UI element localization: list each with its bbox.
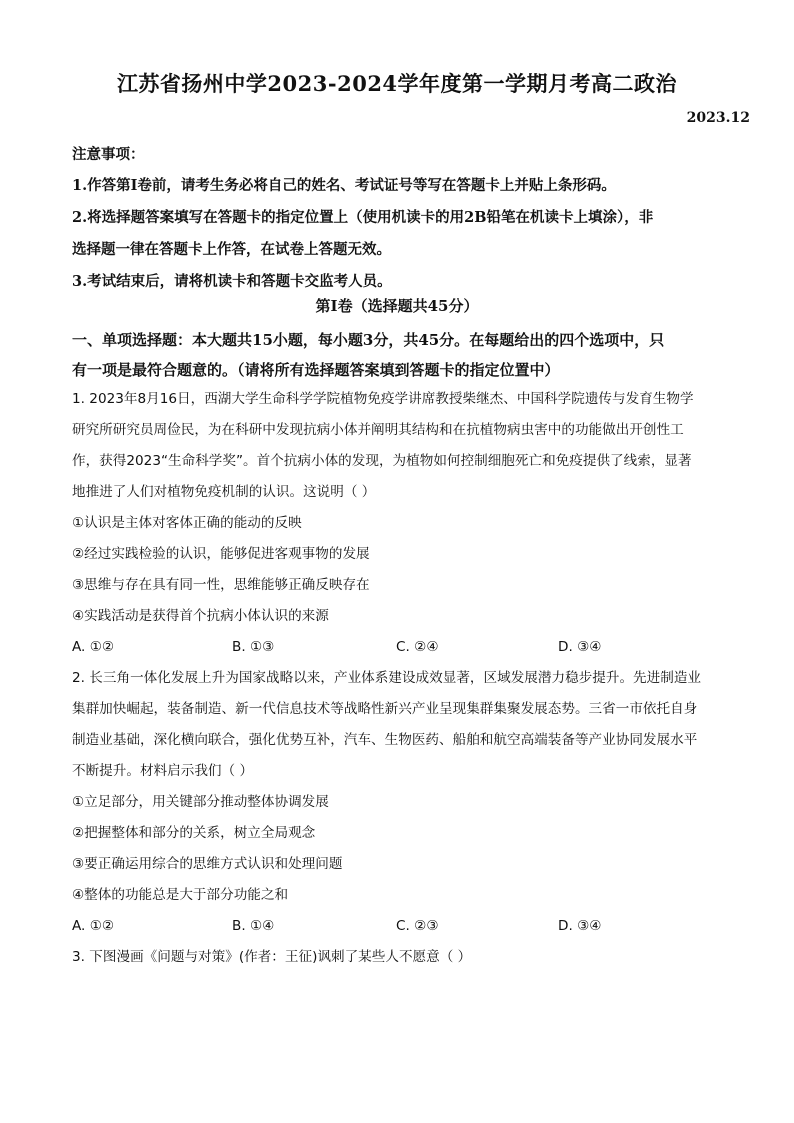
option-d[interactable]: D. ③④ [558,639,602,655]
exam-date: 2023.12 [686,110,750,126]
option-b[interactable]: B. ①④ [232,918,275,934]
question-text: 研究所研究员周俭民，为在科研中发现抗病小体并阐明其结构和在抗植物病虫害中的功能做出开创性工 [72,422,684,438]
statement-item: ③思维与存在具有同一性，思维能够正确反映存在 [72,577,370,593]
question-1 [72,384,732,663]
question-text: 集群加快崛起，装备制造、新一代信息技术等战略性新兴产业呈现集群集聚发展态势。三省一市依托自身 [72,701,698,717]
question-text: 不断提升。材料启示我们（ ） [72,763,254,779]
section-heading-line: 一、单项选择题：本大题共15小题，每小题3分，共45分。在每题给出的四个选项中，只 [72,331,665,349]
answer-options [72,632,732,663]
notice-line: 2.将选择题答案填写在答题卡的指定位置上（使用机读卡的用2B铅笔在机读卡上填涂），非 [72,209,654,226]
statement-item: ④整体的功能总是大于部分功能之和 [72,887,289,903]
option-a[interactable]: A. ①② [72,918,115,934]
statement-item: ②把握整体和部分的关系，树立全局观念 [72,825,316,841]
question-2 [72,663,732,942]
option-c[interactable]: C. ②④ [396,639,439,655]
question-3 [72,942,732,973]
notice-line: 1.作答第Ⅰ卷前，请考生务必将自己的姓名、考试证号等写在答题卡上并贴上条形码。 [72,177,616,194]
notice-line: 选择题一律在答题卡上作答，在试卷上答题无效。 [72,241,391,258]
volume-heading: 第Ⅰ卷（选择题共45分） [315,297,479,315]
question-text: 作，获得2023“生命科学奖”。首个抗病小体的发现，为植物如何控制细胞死亡和免疫提供了线索，显著 [72,453,692,469]
section-heading [72,325,732,385]
section-heading-line: 有一项是最符合题意的。（请将所有选择题答案填到答题卡的指定位置中） [72,361,560,379]
statement-item: ④实践活动是获得首个抗病小体认识的来源 [72,608,329,624]
statement-item: ②经过实践检验的认识，能够促进客观事物的发展 [72,546,370,562]
statement-item: ①认识是主体对客体正确的能动的反映 [72,515,302,531]
question-text: 3. 下图漫画《问题与对策》(作者：王征)讽刺了某些人不愿意（ ） [72,949,472,965]
statement-item: ③要正确运用综合的思维方式认识和处理问题 [72,856,343,872]
statement-item: ①立足部分，用关键部分推动整体协调发展 [72,794,329,810]
notice-block [72,140,732,298]
exam-title: 江苏省扬州中学2023-2024学年度第一学期月考高二政治 [116,71,678,96]
notice-line: 3.考试结束后，请将机读卡和答题卡交监考人员。 [72,273,392,290]
option-d[interactable]: D. ③④ [558,918,602,934]
option-c[interactable]: C. ②③ [396,918,439,934]
question-text: 地推进了人们对植物免疫机制的认识。这说明（ ） [72,484,376,500]
question-text: 制造业基础，深化横向联合，强化优势互补，汽车、生物医药、船舶和航空高端装备等产业协同发展水平 [72,732,698,748]
notice-heading: 注意事项： [72,146,145,163]
option-a[interactable]: A. ①② [72,639,115,655]
option-b[interactable]: B. ①③ [232,639,275,655]
answer-options [72,911,732,942]
question-text: 1. 2023年8月16日，西湖大学生命科学学院植物免疫学讲席教授柴继杰、中国科学院遗传与发育生物学 [72,391,694,407]
question-text: 2. 长三角一体化发展上升为国家战略以来，产业体系建设成效显著，区域发展潜力稳步提升。先进制造业 [72,670,702,686]
